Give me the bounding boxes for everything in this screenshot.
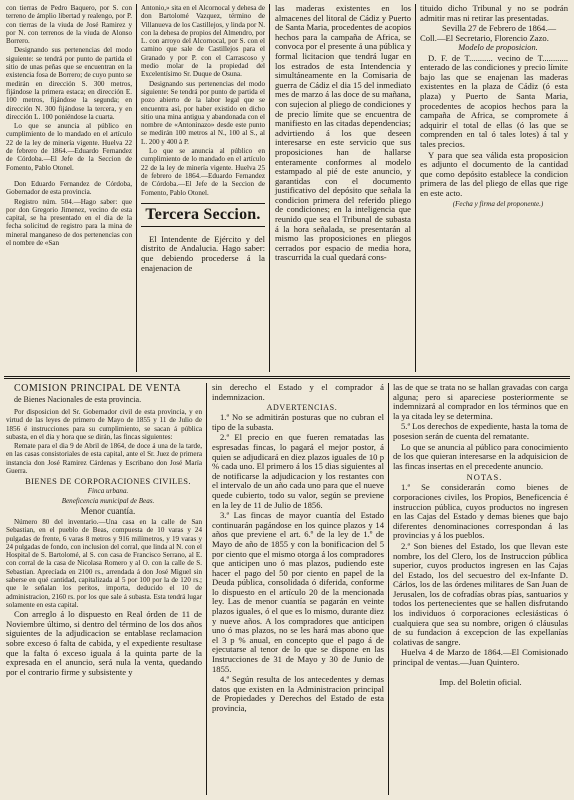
paragraph: Designando sus pertenencias del modo siguiente: se tendrá por punto de partida el sitio de unas peñas que se encuentran en la existencia fosa de Borrero; de cuyo punto se medirán en dirección S. 300 metros, fijándose la primera estaca; en dirección E. 100 metros, fijándose la segunda; en dirección N. 300 fijándose la tercera, y en dirección L. 100 poniéndose la cuarta.	[6, 46, 132, 121]
subheading: Beneficencia municipal de Beas.	[61, 496, 155, 505]
signature: Sevilla 27 de Febrero de 1864.—Coll.—El Secretario, Florencio Zazo.	[420, 23, 557, 43]
bottom-column-3	[393, 383, 568, 688]
paragraph: las maderas existentes en los almacenes del litoral de Cádiz y Puerto de Santa Maria, procedentes de acopios hechos para la campaña de Africa, se convoca por el presente á una pública y formal licitacion que tendrá lugar en los estrados de esta Intendencia y simultáneamente en la Comisaria de guerra de Cádiz el dia 15 del inmediato mes de marzo á las doce de su mañana, con sujecion al pliego de condiciones y de precio límite que se encuentra de manifiesto en las citadas dependencias; advirtiendo á los que deseen interesarse en este servicio que sus proposiciones han de hallarse enteramente conformes al modelo estampado al pié de este anuncio, y garantidas con el documento justificativo del depósito que señala la condicion primera del referido pliego de condiciones; en la inteligencia que reunido que sea el Tribunal de subasta á la hora señalada, se presentarán al mismo las proposiciones en pliegos cerrados por espacio de media hora, trascurrida la cual quedará cons-	[275, 3, 412, 263]
date-signature-note: (Fecha y firma del proponente.)	[452, 199, 544, 208]
paragraph: 1.ª No se admitirán posturas que no cubran el tipo de la subasta.	[212, 412, 384, 432]
horizontal-rule	[4, 378, 570, 379]
paragraph: 2.ª El precio en que fueren rematadas las espresadas fincas, lo pagará el mejor postor, á quien se adjudicará en diez plazos iguales de 10 p % cada uno. El primero á los 15 dias siguientes al de notificarse la adjudicacion y los restantes con el intervalo de un año cada uno para que el nueve quede cubierto, todo su valor, según se previene en la ley de 11 de Julio de 1856.	[212, 432, 384, 510]
subheading: Finca urbana.	[87, 487, 129, 496]
paragraph: tituido dicho Tribunal y no se podrán admitir mas ni retirar las presentadas.	[420, 3, 568, 23]
paragraph: 4.ª Según resulta de los antecedentes y demas datos que existen en la Administracion principal de Propiedades y Derechos del Estado de esta provincia,	[212, 674, 384, 713]
column-divider	[415, 4, 416, 372]
paragraph: Lo que se anuncia al público en cumplimiento de lo mandado en el artículo 22 de la ley de minería vigente. Huelva 22 de febrero de 1864.—Eduardo Fernandez de Córdoba.—El Jefe de la Seccion de Fomento, Pablo Otonel.	[6, 122, 132, 172]
paragraph: Designando sus pertenencias del modo siguiente: Se tendrá por punto de partida el pozo abierto de la labor legal que se encuentra así, por haber existido en dicho sitio una mina antigua y abandonada con el nombre de «Antoninazo» desde este punto se medirán 100 metros al N., 100 al S., al L. 200 y 400 à P.	[141, 79, 265, 146]
section-heading: BIENES DE CORPORACIONES CIVILES.	[25, 476, 191, 487]
paragraph: Número 80 del inventario.—Una casa en la calle de San Sebastian, en el pueblo de Beas, compuesta de 10 varas y 24 pulgadas de frente, 6 varas 8 metros y 916 milímetros, y 19 varas y 24 pulgadas de fondo, con inclusion del corral, que linda al N. con el Hospital de S. Bartolomé, al S. con casa de Francisco Serrano, al E. con corral de la casa de Nicolasa Romero y al O. con la calle de S. Sebastian. Aprecíada en 2100 rs., arrendada á don José Miguel sin saberse en qué cantidad, capitalizada al 5 por 100 por la de 120 rs.; que le señalan los peritos, importa, deducido el 10 de administracion, 2160 rs. por los que sale á subasta. Esta tendrá lugar solamente en esta capital.	[6, 517, 202, 609]
paragraph: Y para que sea válida esta proposicion es adjunto el documento de la cantidad que como depósito establece la condicion primera de las del pliego de ellas que rige en este acto.	[420, 149, 568, 198]
paragraph: El Intendente de Ejército y del distrito de Andalucia. Hago saber: que debiendo procederse á la enajenacion de	[141, 233, 265, 273]
paragraph: las de que se trata no se hallan gravadas con carga alguna; pero si apareciese posteriormente se indemnizará al comprador en los términos que en la ya citada ley se determina.	[393, 382, 568, 421]
paragraph: Don Eduardo Fernandez de Córdoba, Gobernador de esta provincia.	[6, 179, 132, 197]
column-divider	[136, 4, 137, 372]
paragraph: 2.ª Son bienes del Estado, los que llevan este nombre, los del Clero, los de Instruccion pública superior, cuyos productos ingresen en las Cajas del Estado, los del secuestro del ex-Infante D. Cárlos, los de las órdenes militares de San Juan de Jerusalen, los de cofradías obras pías, santuarios y todos los pertenecientes que se hallen disfrutando los individuos ó corporaciones eclesiásticas ó cualquiera que sea su nombre, origen ó cláusulas de su fundacion á excepcion de las expellanías colativas de sangre.	[393, 540, 568, 647]
model-heading: Modelo de proposicion.	[458, 43, 538, 53]
paragraph: Por disposicion del Sr. Gobernador civil de esta provincia, y en virtud de las leyes de primero de Mayo de 1855 y 11 de Julio de 1856 é instrucciones para su cumplimiento, se sacan á pública subasta, en el dia y hora que se dirán, las fincas siguientes:	[6, 408, 202, 441]
paragraph: Con arreglo á lo dispuesto en Real órden de 11 de Noviembre último, si dentro del término de los dos años siguientes de la adjudicacion se entablase reclamacion sobre exceso ó falta de cabida, y el expediente resultase que la falta ó exceso iguala á la quinta parte de la expresada en el anuncio, será nula la venta, quedando por el contrario firme y subsistente y	[6, 609, 202, 677]
notas-heading: NOTAS.	[466, 472, 503, 483]
column-divider	[269, 4, 270, 372]
top-column-1	[6, 4, 132, 248]
paragraph: 1.ª Se considerarán como bienes de corporaciones civiles, los Propios, Beneficencia é instruccion pública, cuyos productos no ingresen en las Cajas del Estado y demas bienes que bajo diferentes denominaciones correspondan á las provincias y á los pueblos.	[393, 482, 568, 541]
paragraph: Registro núm. 504.—Hago saber: que por don Gregorio Jimenez, vecino de esta capital, se ha presentado en el dia de la fecha solicitud de registro para la mina de mineral manganeso de dos pertenencias con el nombre de «San	[6, 197, 132, 248]
paragraph: Remate para el dia 9 de Abril de 1864, de doce á una de la tarde, en las casas consistoriales de esta capital, ante el Sr. Juez de primera instancia don José Ramirez Cárdenas y Escribano don José María Guerra.	[6, 442, 202, 476]
paragraph: Antonio,» sita en el Alcornocal y dehesa de don Bartolomé Vazquez, término de Villanueva de los Castillejos, y linda por N. con la dehesa de propios del Almendro, por L. con arroyo del Alcornocal, por S. con el camino que sale de Castillejos para el Granado y por P. con el Carrascoso y medio molar de la propiedad del Excelentísimo Sr. Duque de Osuna.	[141, 4, 265, 79]
paragraph: 5.ª Los derechos de expediente, hasta la toma de posesion serán de cuenta del rematante.	[393, 421, 568, 441]
paragraph: D. F. de T........... vecino de T............ enterado de las condiciones y precio límite bajo las que se enajenan las maderas existentes en la plaza de Cádiz (ó esta plaza) y Puerto de Santa Maria, procedentes de acopios hechos para la campaña de Africa, se compromete á adquirir el total de ellas (ó las que se comprenden en tal ó tales lotes) á tal y tales precios.	[420, 52, 568, 150]
top-column-4	[420, 4, 568, 209]
paragraph: Lo que se anuncia al público para conocimiento de los que quieran interesarse en la adquisicion de las fincas insertas en el precedente anuncio.	[393, 441, 568, 471]
printer-imprint: Imp. del Boletin oficial.	[439, 676, 522, 687]
commission-heading: COMISION PRINCIPAL DE VENTA	[14, 383, 182, 394]
top-column-3	[275, 4, 411, 264]
paragraph: sin derecho el Estado y el comprador á indemnizacion.	[212, 382, 384, 402]
subheading: Menor cuantía.	[80, 505, 136, 516]
column-divider	[206, 383, 207, 795]
bottom-column-2	[212, 383, 384, 715]
horizontal-rule	[4, 376, 570, 377]
signature: Huelva 4 de Marzo de 1864.—El Comisionado principal de ventas.—Juan Quintero.	[393, 647, 568, 668]
section-heading: Tercera Seccion.	[141, 203, 265, 227]
column-divider	[388, 383, 389, 795]
paragraph: 3.ª Las fincas de mayor cuantía del Estado continuarán pagándose en los quince plazos y 14 años que previene el art. 6.º de la ley de 1.º de Mayo de año de 1855 y con la bonificacion del 5 por ciento que el mismo otorga á los compradores que anticipen uno ó mas plazos, pudiendo este hacer el pago del 50 por ciento en papel de la Deuda pública, consolidada ó diferida, conforme lo dispuesto en el artículo 20 de la mencionada ley. Las de menor cuantía se pagarán en veinte plazos iguales, ó el que es lo mismo, durante diez y nueve años. A los compradores que anticipen uno ó mas plazos, no se les hará mas abono que el 3 p % anual, en concepto que el pago á de ejecutarse al tenor de lo que se dispone en las Instrucciones de 31 de Mayo y 30 de Junio de 1855.	[212, 510, 384, 674]
commission-subheading: de Bienes Nacionales de esta provincia.	[14, 395, 142, 404]
bottom-column-1	[6, 383, 202, 678]
paragraph: Lo que se anuncia al público en cumplimiento de lo mandado en el artículo 22 de la ley de minería vigente. Huelva 25 de febrero de 1864.—Eduardo Fernandez de Córdoba.—El Jefe de la Seccion de Fomento, Pablo Otonel.	[141, 147, 265, 197]
advertencias-heading: ADVERTENCIAS.	[266, 403, 338, 413]
paragraph: con tierras de Pedro Baquero, por S. con terreno de ámplio libertad y realengo, por P. con tierras de la viuda de José Ramirez y por N. con terrenos de la viuda de Alonso Borrero.	[6, 4, 132, 46]
top-column-2	[141, 4, 265, 274]
